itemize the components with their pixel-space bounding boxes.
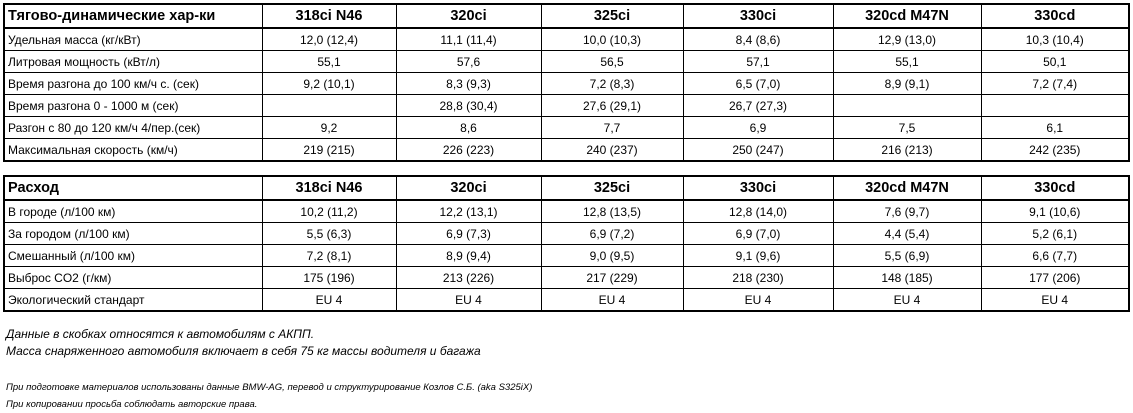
column-header: 330cd [981,176,1129,200]
row-label: Смешанный (л/100 км) [4,245,262,267]
table-row [4,73,1129,95]
table-cell: 4,4 (5,4) [833,223,981,245]
table-cell: 5,5 (6,9) [833,245,981,267]
table-cell: 177 (206) [981,267,1129,289]
header-row [4,176,1129,200]
table-cell: 217 (229) [541,267,683,289]
row-label: Время разгона до 100 км/ч с. (сек) [4,73,262,95]
table-cell: 175 (196) [262,267,396,289]
performance-table [3,3,1130,162]
column-header: 325ci [541,4,683,28]
row-label: Удельная масса (кг/кВт) [4,28,262,51]
table-cell: 11,1 (11,4) [396,28,541,51]
table-cell: 10,2 (11,2) [262,200,396,223]
table-cell: 7,5 [833,117,981,139]
table-title: Тягово-динамические хар-ки [4,4,262,28]
row-label: Разгон с 80 до 120 км/ч 4/пер.(сек) [4,117,262,139]
row-label: За городом (л/100 км) [4,223,262,245]
table-cell: 9,0 (9,5) [541,245,683,267]
table-title: Расход [4,176,262,200]
table-cell: 50,1 [981,51,1129,73]
table-row [4,289,1129,312]
table-cell: 8,9 (9,4) [396,245,541,267]
table-cell: EU 4 [262,289,396,312]
table-row [4,139,1129,162]
table-cell: 5,2 (6,1) [981,223,1129,245]
table-cell: 12,8 (13,5) [541,200,683,223]
column-header: 330ci [683,176,833,200]
table-cell: 242 (235) [981,139,1129,162]
table-cell: 9,2 [262,117,396,139]
table-cell: 5,5 (6,3) [262,223,396,245]
table-cell: 9,1 (9,6) [683,245,833,267]
column-header: 330cd [981,4,1129,28]
table-cell: 250 (247) [683,139,833,162]
table-row [4,223,1129,245]
table-cell: 57,1 [683,51,833,73]
note-sources: При подготовке материалов использованы данные BMW-AG, перевод и структурирование Козлов С.Б. (aka S325iX) [6,382,533,393]
table-cell: 7,2 (7,4) [981,73,1129,95]
table-cell: 148 (185) [833,267,981,289]
table-cell: 213 (226) [396,267,541,289]
table-cell: 8,9 (9,1) [833,73,981,95]
row-label: Экологический стандарт [4,289,262,312]
table-cell: 26,7 (27,3) [683,95,833,117]
table-cell [981,95,1129,117]
column-header: 330ci [683,4,833,28]
note-mass: Масса снаряженного автомобиля включает в себя 75 кг массы водителя и багажа [6,344,481,358]
table-cell: EU 4 [833,289,981,312]
table-cell: 9,2 (10,1) [262,73,396,95]
table-cell: 8,6 [396,117,541,139]
table-cell: EU 4 [683,289,833,312]
table-cell: 219 (215) [262,139,396,162]
credits-block [6,379,532,413]
table-cell: 226 (223) [396,139,541,162]
table-cell: 6,9 [683,117,833,139]
table-row [4,117,1129,139]
table-cell: 12,9 (13,0) [833,28,981,51]
table-cell: 28,8 (30,4) [396,95,541,117]
table-cell [833,95,981,117]
notes-block [6,326,481,360]
table-cell: 7,2 (8,1) [262,245,396,267]
consumption-table [3,175,1130,312]
table-row [4,245,1129,267]
table-cell: EU 4 [396,289,541,312]
table-cell: 12,0 (12,4) [262,28,396,51]
table-cell: EU 4 [981,289,1129,312]
table-cell: 7,7 [541,117,683,139]
table-cell: 7,2 (8,3) [541,73,683,95]
table-row [4,200,1129,223]
table-cell: 55,1 [262,51,396,73]
table-cell [262,95,396,117]
table-cell: 6,6 (7,7) [981,245,1129,267]
table-cell: 10,0 (10,3) [541,28,683,51]
table-cell: 240 (237) [541,139,683,162]
table-row [4,95,1129,117]
table-cell: EU 4 [541,289,683,312]
note-automatic: Данные в скобках относятся к автомобилям с АКПП. [6,327,315,341]
column-header: 318ci N46 [262,4,396,28]
table-cell: 57,6 [396,51,541,73]
table-row [4,28,1129,51]
column-header: 320ci [396,176,541,200]
column-header: 318ci N46 [262,176,396,200]
table-cell: 8,4 (8,6) [683,28,833,51]
table-cell: 27,6 (29,1) [541,95,683,117]
table-cell: 6,9 (7,2) [541,223,683,245]
table-row [4,51,1129,73]
table-cell: 6,9 (7,0) [683,223,833,245]
row-label: Время разгона 0 - 1000 м (сек) [4,95,262,117]
header-row [4,4,1129,28]
table-cell: 6,9 (7,3) [396,223,541,245]
row-label: Литровая мощность (кВт/л) [4,51,262,73]
table-cell: 55,1 [833,51,981,73]
column-header: 320cd M47N [833,4,981,28]
note-copyright: При копировании просьба соблюдать авторские права. [6,399,258,410]
column-header: 325ci [541,176,683,200]
table-cell: 56,5 [541,51,683,73]
table-cell: 12,2 (13,1) [396,200,541,223]
table-cell: 10,3 (10,4) [981,28,1129,51]
table-cell: 12,8 (14,0) [683,200,833,223]
row-label: Выброс CO2 (г/км) [4,267,262,289]
table-cell: 6,1 [981,117,1129,139]
table-cell: 8,3 (9,3) [396,73,541,95]
table-cell: 218 (230) [683,267,833,289]
column-header: 320cd M47N [833,176,981,200]
table-cell: 9,1 (10,6) [981,200,1129,223]
row-label: Максимальная скорость (км/ч) [4,139,262,162]
table-cell: 216 (213) [833,139,981,162]
column-header: 320ci [396,4,541,28]
table-cell: 7,6 (9,7) [833,200,981,223]
row-label: В городе (л/100 км) [4,200,262,223]
table-cell: 6,5 (7,0) [683,73,833,95]
table-row [4,267,1129,289]
